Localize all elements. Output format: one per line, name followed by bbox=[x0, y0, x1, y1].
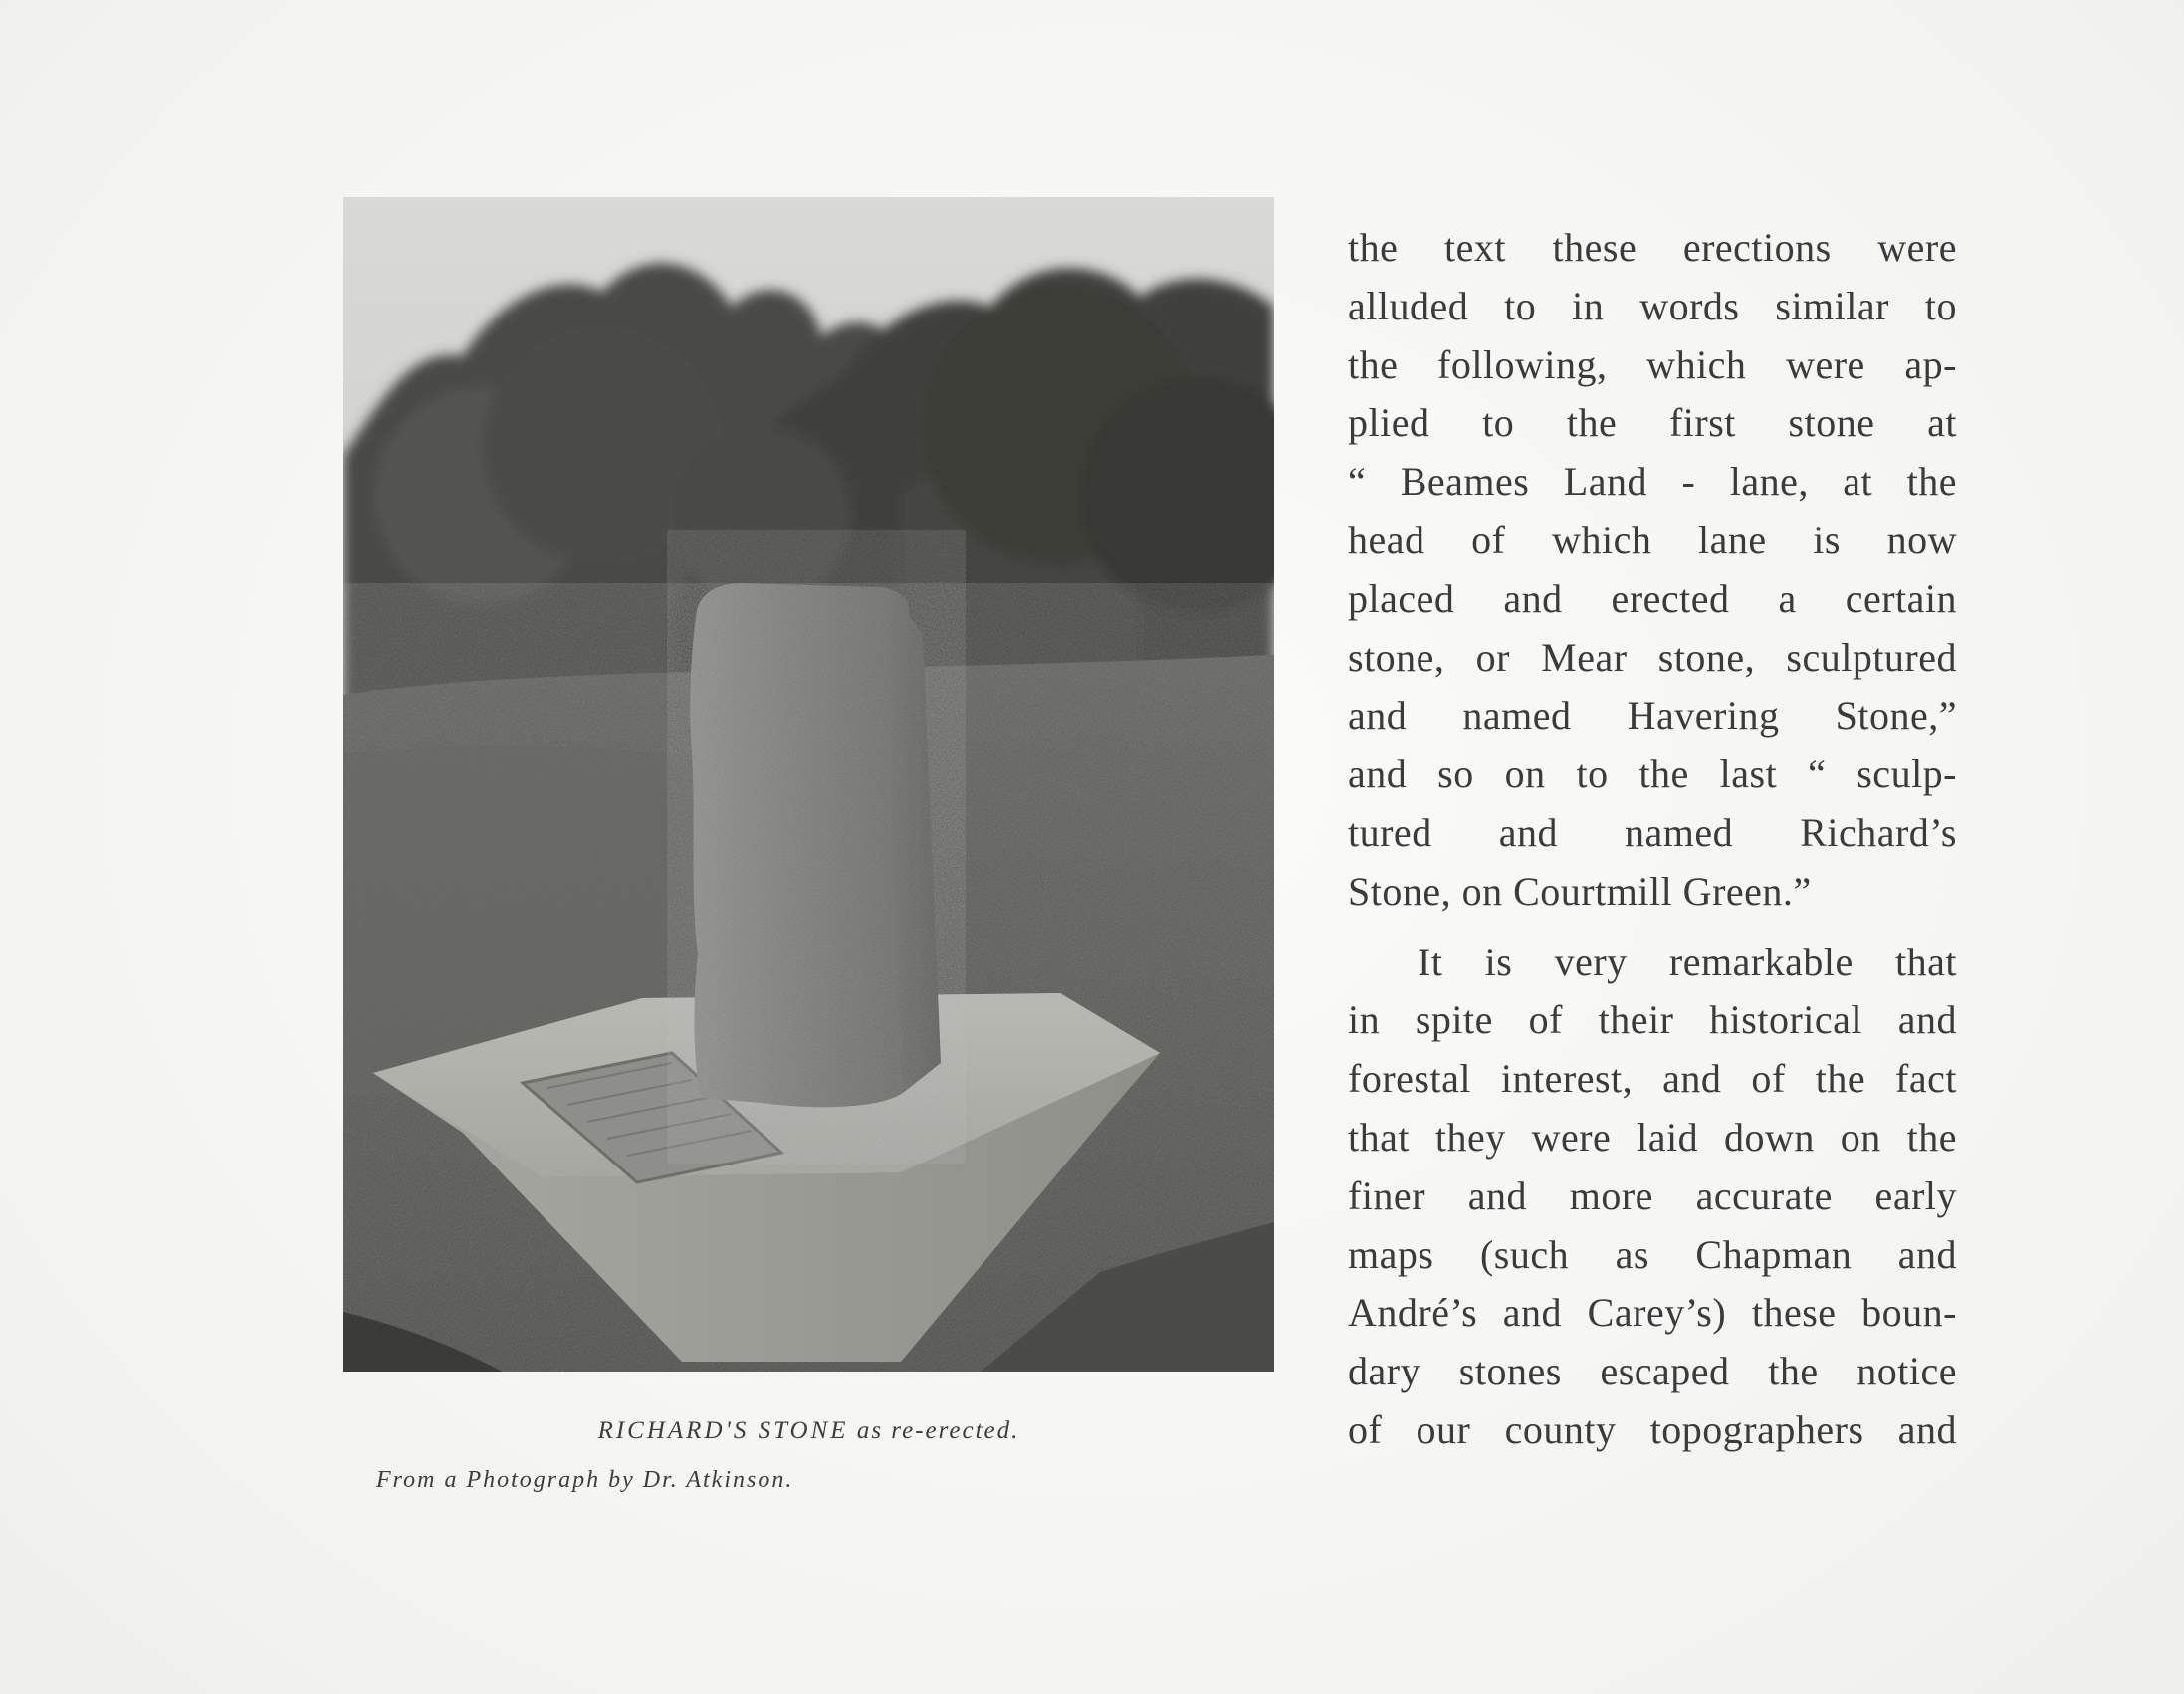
text-line: “ Beames Land - lane, at the bbox=[1348, 459, 1957, 505]
text-line: head of which lane is now bbox=[1348, 517, 1957, 562]
text-line: the following, which were ap- bbox=[1348, 341, 1957, 387]
text-line: of our county topographers and bbox=[1348, 1406, 1957, 1452]
text-line: in spite of their historical and bbox=[1348, 997, 1957, 1043]
text-line: alluded to in words similar to bbox=[1348, 283, 1957, 328]
paragraph-2 bbox=[1348, 934, 1957, 1460]
text-line: dary stones escaped the notice bbox=[1348, 1349, 1957, 1394]
text-line: Stone, on Courtmill Green.” bbox=[1348, 868, 1812, 914]
text-line: André’s and Carey’s) these boun- bbox=[1348, 1290, 1957, 1336]
text-line: and named Havering Stone,” bbox=[1348, 693, 1957, 739]
text-line: placed and erected a certain bbox=[1348, 575, 1957, 621]
caption-title: RICHARD'S STONE bbox=[597, 1417, 849, 1444]
text-line: tured and named Richard’s bbox=[1348, 809, 1957, 855]
photo-caption bbox=[343, 1417, 1274, 1445]
text-line: maps (such as Chapman and bbox=[1348, 1231, 1957, 1277]
text-line: stone, or Mear stone, sculptured bbox=[1348, 634, 1957, 680]
caption-subtitle: as re-erected. bbox=[856, 1417, 1020, 1444]
text-line: plied to the first stone at bbox=[1348, 400, 1957, 446]
photograph bbox=[343, 197, 1274, 1372]
body-text bbox=[1348, 219, 1957, 1460]
paragraph-1 bbox=[1348, 219, 1957, 922]
text-line: that they were laid down on the bbox=[1348, 1114, 1957, 1160]
text-line: It is very remarkable that bbox=[1418, 939, 1957, 984]
standing-stone bbox=[690, 583, 941, 1111]
photo-credit: From a Photograph by Dr. Atkinson. bbox=[376, 1467, 794, 1493]
text-line: forestal interest, and of the fact bbox=[1348, 1056, 1957, 1102]
text-line: finer and more accurate early bbox=[1348, 1172, 1957, 1218]
text-line: the text these erections were bbox=[1348, 225, 1957, 270]
richards-stone-photo bbox=[343, 197, 1274, 1372]
text-line: and so on to the last “ sculp- bbox=[1348, 751, 1957, 797]
